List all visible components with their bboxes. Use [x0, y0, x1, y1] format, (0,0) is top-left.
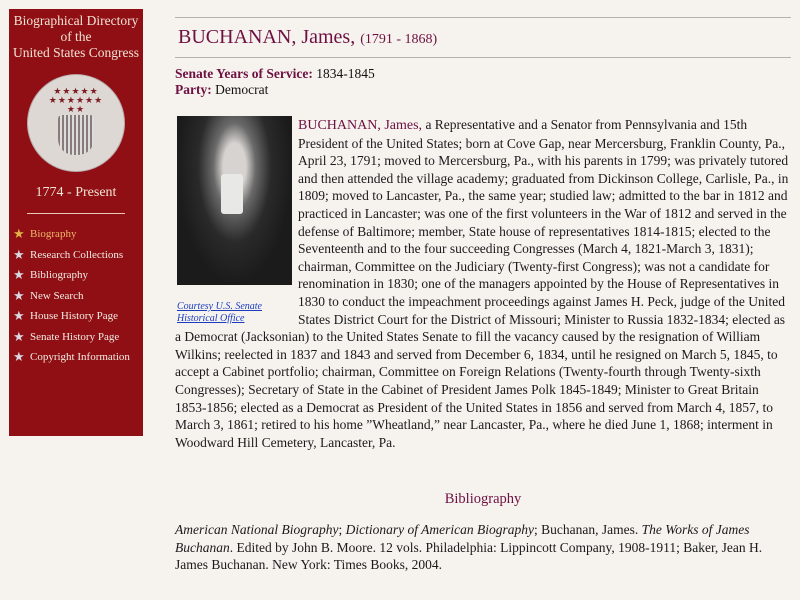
- stars-icon: ★★★★★ ★★★★★★ ★★: [48, 86, 104, 114]
- ref-title: The Works of James Buchanan: [175, 522, 750, 555]
- party-value: Democrat: [215, 82, 269, 97]
- member-name: BUCHANAN, James,: [178, 26, 356, 48]
- service-label: Senate Years of Service:: [175, 66, 313, 81]
- service-value: 1834-1845: [316, 66, 375, 81]
- nav-research-collections[interactable]: [9, 245, 143, 266]
- congress-seal-logo: [28, 75, 124, 171]
- sidebar-nav: [9, 224, 143, 368]
- bio-name: BUCHANAN, James,: [298, 118, 423, 133]
- service-info: [175, 66, 791, 98]
- directory-title: [9, 13, 143, 61]
- photo-credit-link[interactable]: Courtesy U.S. Senate Historical Office: [177, 301, 262, 324]
- nav-house-history[interactable]: [9, 306, 143, 327]
- bibliography-heading: Bibliography: [444, 491, 522, 508]
- nav-copyright[interactable]: [9, 347, 143, 368]
- nav-new-search[interactable]: [9, 286, 143, 307]
- star-icon: ★: [13, 287, 25, 303]
- ref-title: Dictionary of American Biography: [345, 522, 534, 538]
- nav-label: New Search: [30, 289, 84, 302]
- nav-senate-history[interactable]: [9, 327, 143, 348]
- life-dates: (1791 - 1868): [360, 32, 438, 47]
- portrait-image: [177, 116, 292, 285]
- ref-title: American National Biography: [175, 522, 339, 538]
- star-icon: ★: [13, 226, 25, 242]
- star-icon: ★: [13, 349, 25, 365]
- party-label: Party:: [175, 82, 212, 97]
- ref-text: . Edited by John B. Moore. 12 vols. Philadelphia: Lippincott Company, 1908-1911; Baker, Jean H. James Buchanan. New York: Times Books, 2004.: [175, 539, 763, 573]
- title-line: Biographical Directory: [13, 13, 139, 28]
- star-icon: ★: [13, 308, 25, 324]
- divider: [27, 213, 125, 214]
- biography: [175, 116, 791, 451]
- star-icon: ★: [13, 328, 25, 344]
- nav-biography[interactable]: [9, 224, 143, 245]
- star-icon: ★: [13, 246, 25, 262]
- page-title: [175, 18, 791, 57]
- nav-label: Research Collections: [30, 248, 124, 261]
- nav-label: Copyright Information: [30, 351, 130, 364]
- title-line: United States Congress: [13, 45, 139, 60]
- main-content: [175, 0, 791, 574]
- title-line: of the: [60, 29, 92, 44]
- eagle-icon: [58, 115, 94, 155]
- nav-label: Bibliography: [30, 269, 89, 282]
- years-label: 1774 - Present: [35, 185, 117, 200]
- nav-label: Senate History Page: [30, 330, 120, 343]
- nav-label: House History Page: [30, 310, 118, 323]
- portrait: [177, 116, 294, 325]
- star-icon: ★: [13, 267, 25, 283]
- ref-text: ; Buchanan, James.: [533, 522, 642, 538]
- sidebar: [9, 9, 143, 436]
- divider: [175, 57, 791, 58]
- bio-text: a Representative and a Senator from Pennsylvania and 15th President of the United States; born at Cove Gap, near Mercersburg, Franklin County, Pa., April 23, 1791; moved to Mercersburg, Pa., with his parents in 1799; was privately tutored and then attended the village academy; graduated from Dickinson College, Carlisle, Pa., in 1809; moved to Lancaster, Pa., the same year; studied law; admitted to the bar in 1812 and practiced in Lancaster; was one of the first volunteers in the War of 1812 and served in the defense of Baltimore; member, State house of representatives 1814-1815; elected to the Seventeenth and to the four succeeding Congresses (March 4, 1821-March 3, 1831); chairman, Committee on the Judiciary (Twenty-first Congress); was not a candidate for renomination in 1830; one of the managers appointed by the House of Representatives in 1830 to conduct the impeachment proceedings against James H. Peck, judge of the United States District Court for the District of Missouri; Minister to Russia 1832-1834; elected as a Democrat (Jacksonian) to the United States Senate to fill the vacancy caused by the resignation of William Wilkins; reelected in 1837 and 1843 and served from December 6, 1834, until he resigned on March 5, 1845, to accept a Cabinet portfolio; chairman, Committee on Foreign Relations (Twenty-fourth through Twenty-sixth Congresses); Secretary of State in the Cabinet of President James Polk 1845-1849; Minister to Great Britain 1853-1856; elected as a Democrat as President of the United States in 1856 and served from March 4, 1857, to March 3, 1861; retired to his home ”Wheatland,” near Lancaster, Pa., where he died June 1, 1868; interment in Woodward Hill Cemetery, Lancaster, Pa.: [175, 117, 789, 450]
- nav-bibliography[interactable]: [9, 265, 143, 286]
- ref-text: ;: [338, 522, 346, 538]
- nav-label: Biography: [30, 228, 77, 241]
- bibliography-text: [175, 521, 791, 574]
